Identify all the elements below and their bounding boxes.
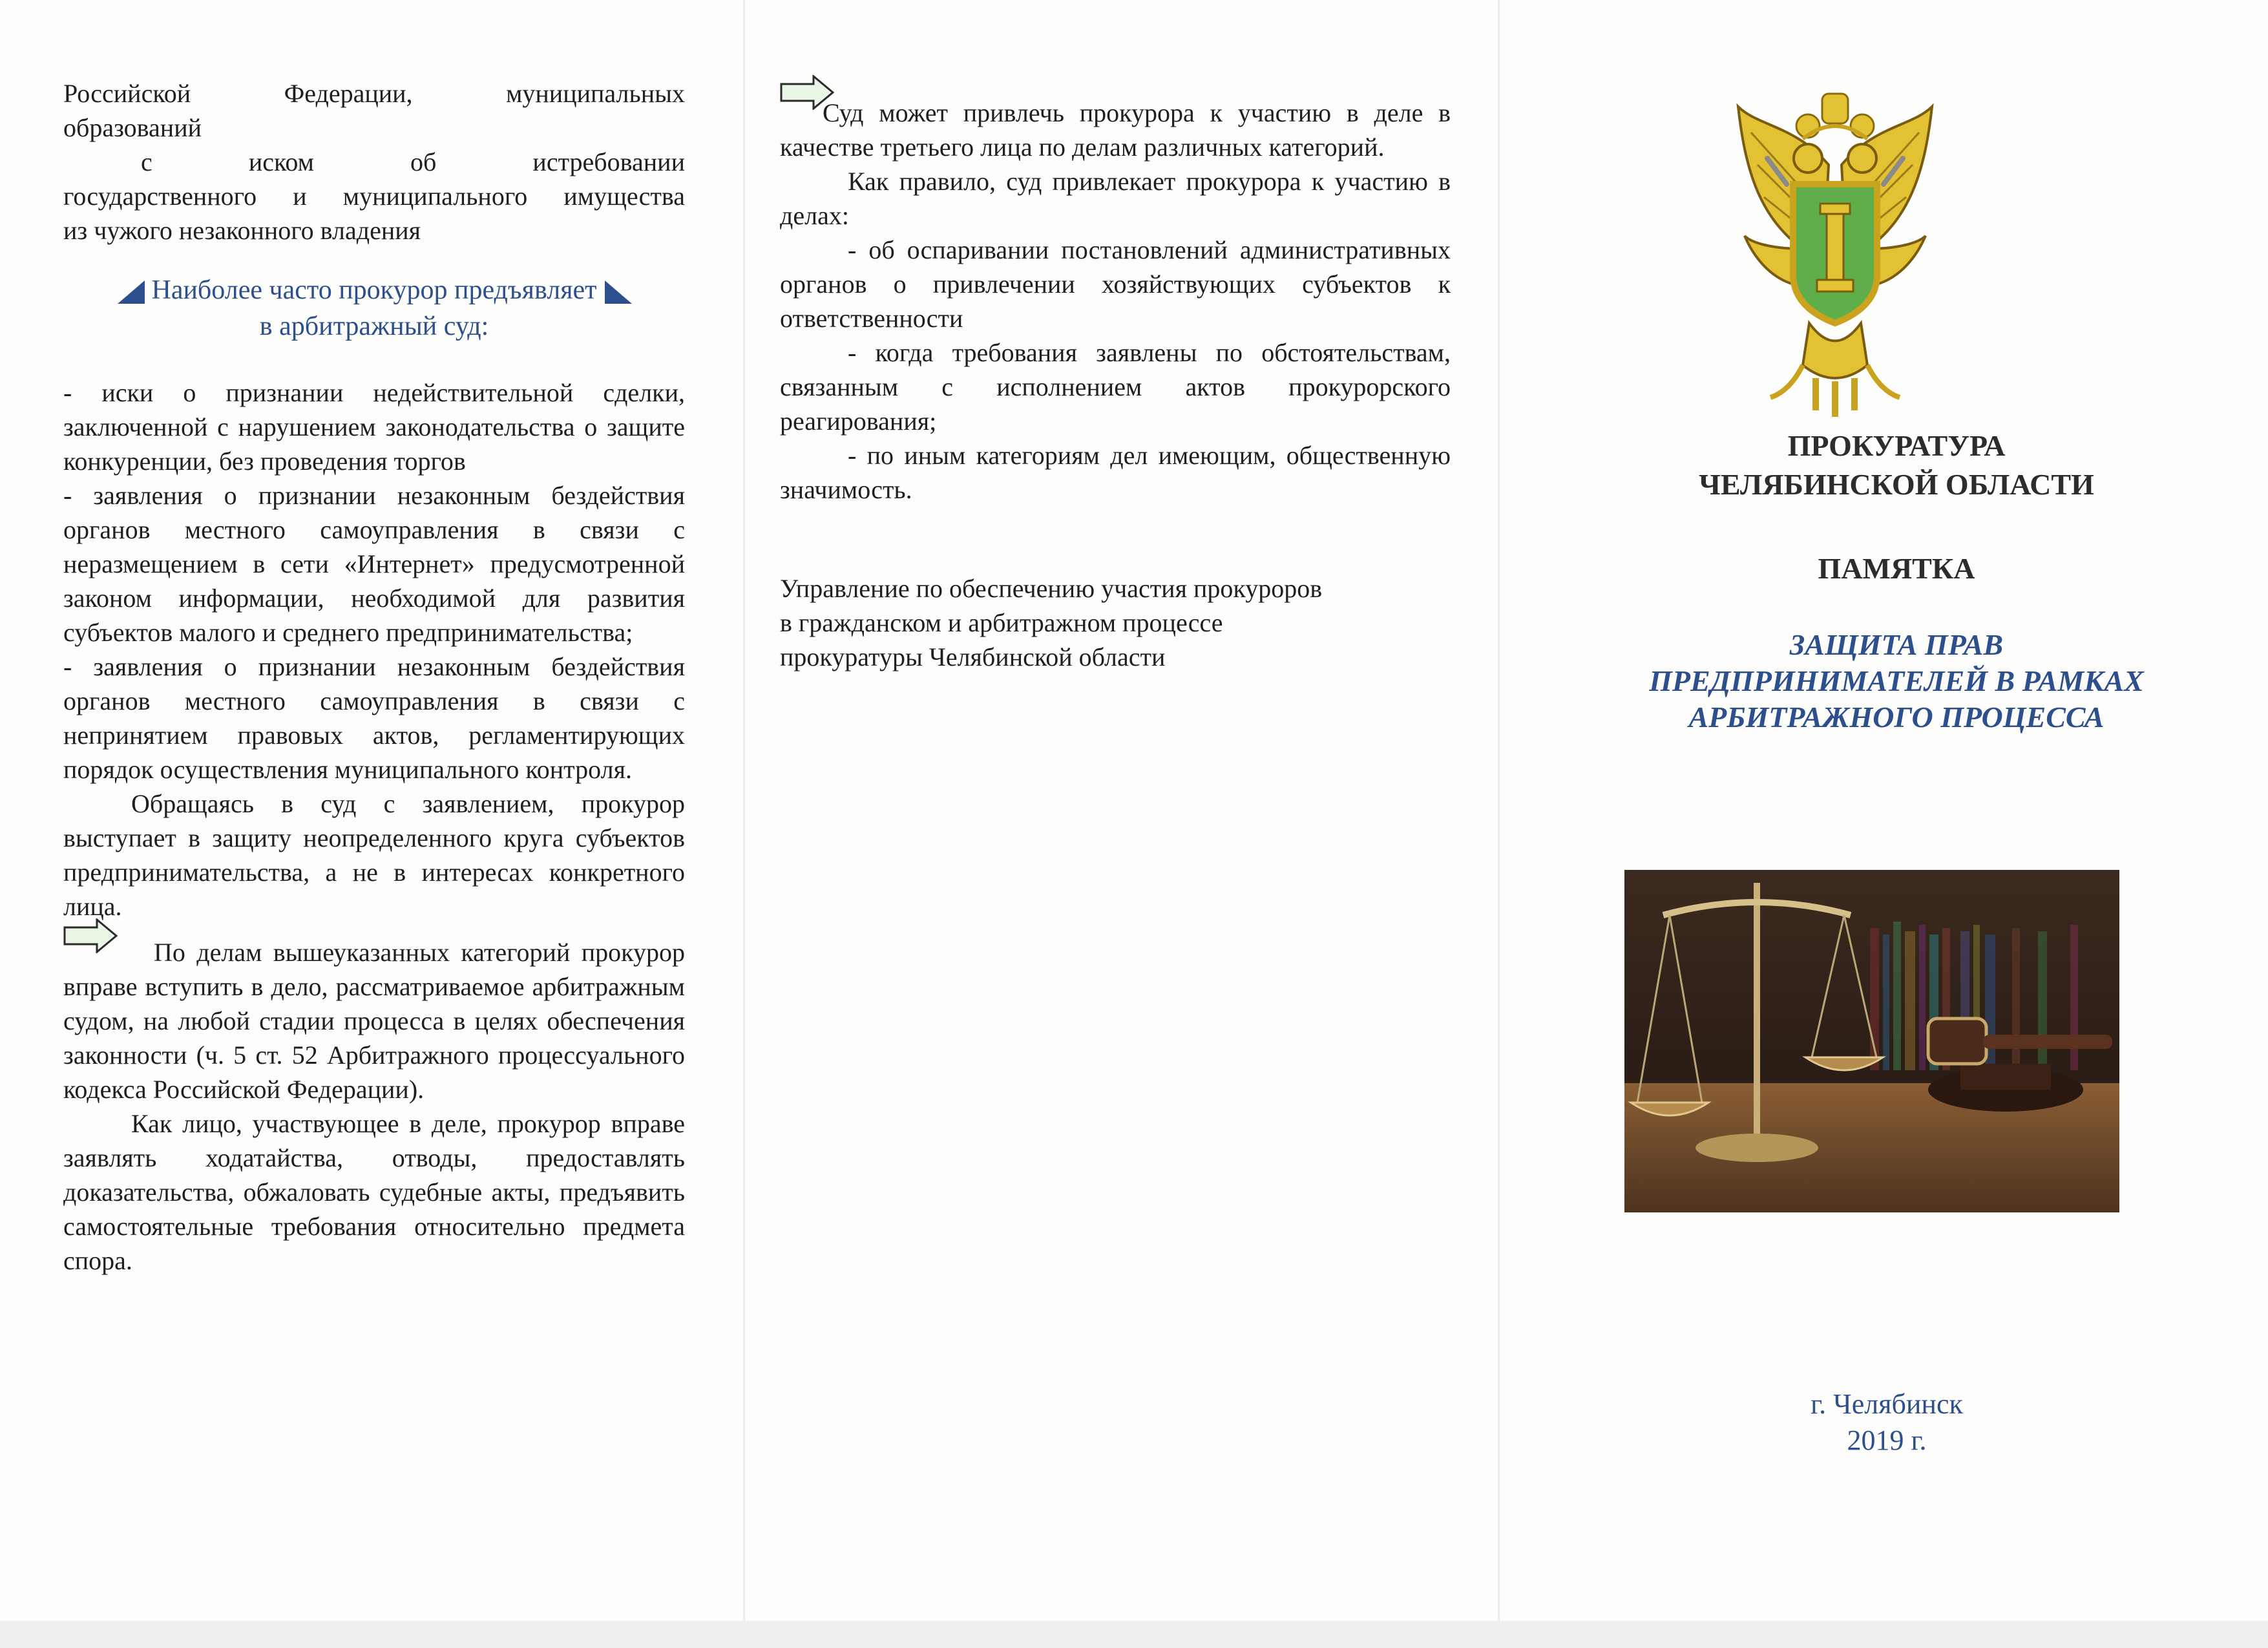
left-item-3: - заявления о признании незаконным бездействия органов местного самоуправления в связи с непринятием правовых актов, регламентирующих порядок осуществления муниципального контроля. <box>63 652 685 784</box>
left-heading <box>63 272 685 344</box>
left-p1-line1: Российской Федерации, муниципальных <box>63 79 685 108</box>
middle-footer-line1: Управление по обеспечению участия прокуроров <box>780 574 1323 603</box>
middle-panel <box>780 76 1451 674</box>
triangle-left-icon <box>116 279 145 305</box>
memo-title: ПАМЯТКА <box>1818 552 1975 585</box>
left-para-enter-block <box>63 935 685 1106</box>
arrow-right-icon <box>63 918 118 953</box>
left-para-rights: Как лицо, участвующее в деле, прокурор вправе заявлять ходатайства, отводы, предоставлять доказательства, обжаловать судебные акты, предъявить самостоятельные требования относительно предмета спора. <box>63 1109 685 1275</box>
scales-and-gavel-photo <box>1624 870 2119 1212</box>
left-p1-line5: из чужого незаконного владения <box>63 216 421 245</box>
fold-line-right <box>1498 0 1500 1648</box>
city-and-year <box>1758 1386 2016 1459</box>
left-heading-line1: Наиболее часто прокурор предъявляет <box>151 275 597 305</box>
topic-line3: АРБИТРАЖНОГО ПРОЦЕССА <box>1688 701 2105 734</box>
fold-line-left <box>743 0 745 1648</box>
left-heading-line2: в арбитражный суд: <box>259 312 489 341</box>
middle-footer-line2: в гражданском и арбитражном процессе <box>780 608 1223 637</box>
middle-para-third: Суд может привлечь прокурора к участию в деле в качестве третьего лица по делам различных категорий. <box>780 98 1451 162</box>
left-item-2: - заявления о признании незаконным бездействия органов местного самоуправления в связи с неразмещением в сети «Интернет» предусмотренной законом информации, необходимой для развития субъектов малого и среднего предпринимательства; <box>63 481 685 647</box>
middle-para-third-block <box>780 76 1451 164</box>
left-p1-line3: с иском об истребовании <box>141 147 685 176</box>
organization-title <box>1564 427 2229 504</box>
left-panel <box>63 76 685 1278</box>
org-line1: ПРОКУРАТУРА <box>1787 429 2006 462</box>
middle-footer <box>780 571 1451 674</box>
year: 2019 г. <box>1847 1424 1927 1456</box>
arrow-right-icon <box>780 75 834 110</box>
left-item-1: - иски о признании недействительной сделки, заключенной с нарушением законодательства о защите конкуренции, без проведения торгов <box>63 378 685 476</box>
double-headed-eagle-emblem-icon <box>1732 87 1938 423</box>
org-line2: ЧЕЛЯБИНСКОЙ ОБЛАСТИ <box>1699 468 2094 501</box>
left-para-enter: По делам вышеуказанных категорий прокурор вправе вступить в дело, рассматриваемое арбитражным судом, на любой стадии процесса в целях обеспечения законности (ч. 5 ст. 52 Арбитражного процессуального кодекса Российской Федерации). <box>63 938 685 1104</box>
topic-line2: ПРЕДПРИНИМАТЕЛЕЙ В РАМКАХ <box>1649 664 2144 697</box>
middle-footer-line3: прокуратуры Челябинской области <box>780 642 1166 671</box>
left-p1-line2: образований <box>63 113 202 142</box>
middle-item-1: - об оспаривании постановлений административных органов о привлечении хозяйствующих субъектов к ответственности <box>780 235 1451 333</box>
topic-title <box>1564 627 2229 735</box>
triangle-right-icon <box>604 279 632 305</box>
left-para-appeal: Обращаясь в суд с заявлением, прокурор выступает в защиту неопределенного круга субъектов предпринимательства, а не в интересах конкретного лица. <box>63 789 685 921</box>
scan-bottom-edge <box>0 1621 2268 1648</box>
left-p1-line4: государственного и муниципального имущества <box>63 182 685 211</box>
topic-line1: ЗАЩИТА ПРАВ <box>1789 628 2004 661</box>
city: г. Челябинск <box>1811 1388 1963 1420</box>
middle-item-2: - когда требования заявлены по обстоятельствам, связанным с исполнением актов прокурорского реагирования; <box>780 338 1451 436</box>
middle-para-rule: Как правило, суд привлекает прокурора к участию в делах: <box>780 167 1451 230</box>
middle-item-3: - по иным категориям дел имеющим, общественную значимость. <box>780 441 1451 504</box>
